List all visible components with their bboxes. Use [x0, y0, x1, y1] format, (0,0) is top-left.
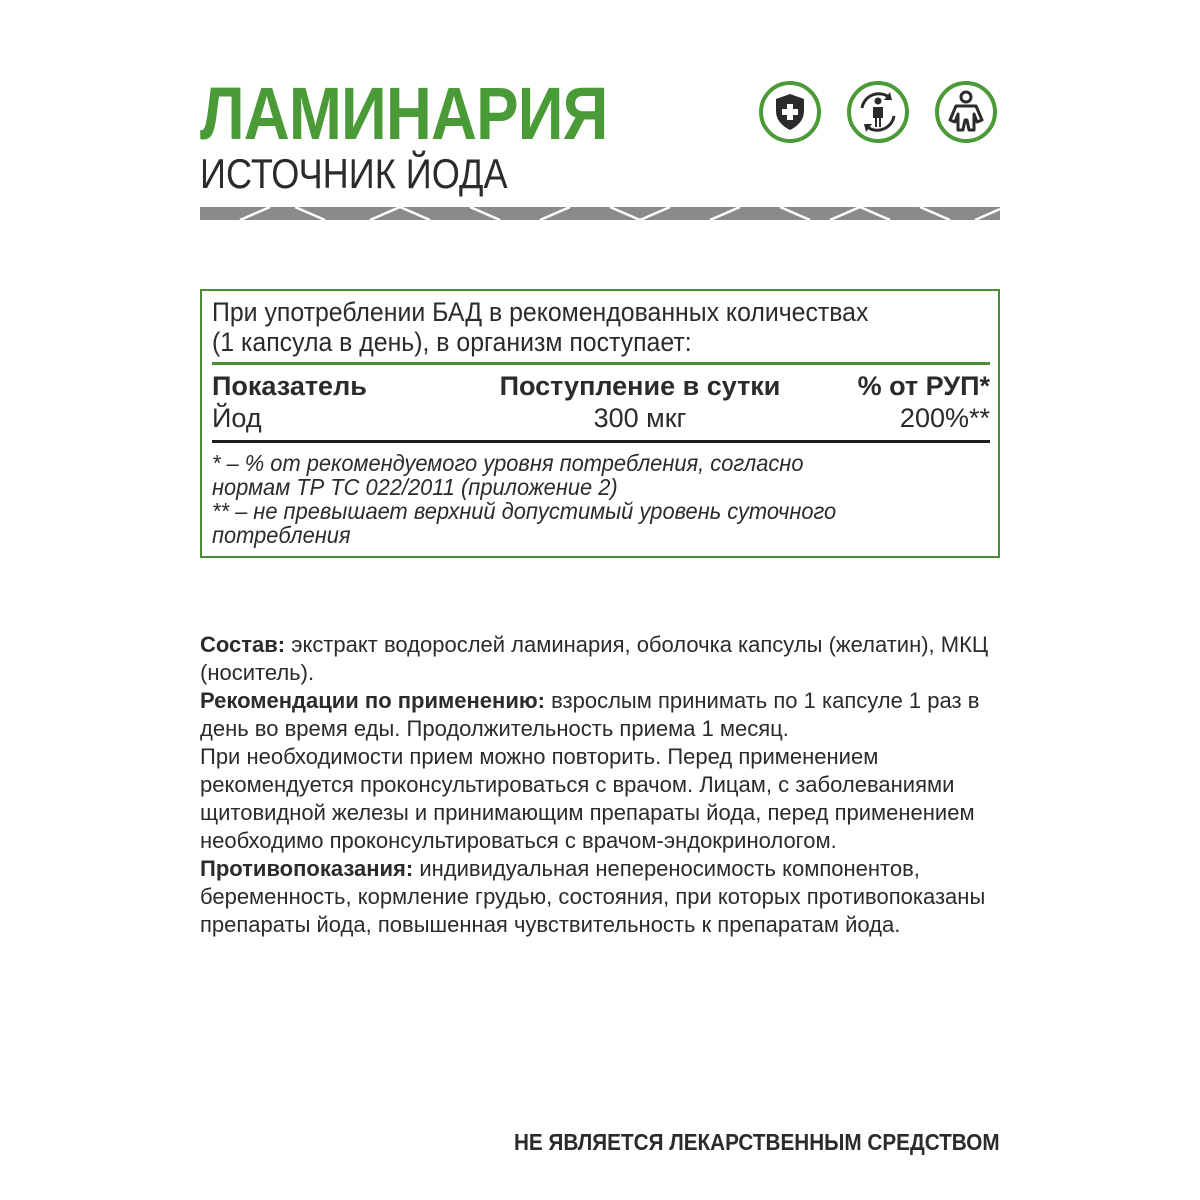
decorative-divider [200, 207, 1000, 220]
composition-label: Состав: [200, 632, 286, 657]
shield-plus-icon [758, 80, 822, 144]
table-top-rule [212, 362, 990, 365]
body-icon [934, 80, 998, 144]
product-description [200, 631, 1005, 939]
composition-paragraph [200, 631, 1005, 687]
contraindications-paragraph [200, 855, 1005, 939]
intro-text [212, 297, 939, 357]
recommendations-paragraph-2: При необходимости прием можно повторить. Перед применением рекомендуется проконсультироваться с врачом. Лицам, с заболеваниями щитовидной железы и принимающим препараты йода, перед применением необходимо проконсультироваться с врачом-эндокринологом. [200, 744, 975, 853]
footnote-line: * – % от рекомендуемого уровня потребления, согласно [212, 450, 804, 476]
disclaimer: НЕ ЯВЛЯЕТСЯ ЛЕКАРСТВЕННЫМ СРЕДСТВОМ [514, 1129, 1000, 1155]
footnote-line: нормам ТР ТС 022/2011 (приложение 2) [212, 474, 618, 500]
row-percent-rup: 200%** [899, 403, 990, 433]
product-subtitle: ИСТОЧНИК ЙОДА [200, 150, 508, 197]
nutrition-info-box [200, 289, 1000, 558]
header-percent-rup: % от РУП* [857, 371, 990, 401]
contraindications-label: Противопоказания: [200, 856, 414, 881]
header-indicator: Показатель [212, 371, 367, 401]
product-title: ЛАМИНАРИЯ [200, 72, 608, 155]
footnote-line: ** – не превышает верхний допустимый уровень суточного [212, 498, 837, 524]
table-bottom-rule [212, 440, 990, 443]
row-daily-intake: 300 мкг [593, 403, 687, 433]
contraindications-text: индивидуальная непереносимость компонентов, беременность, кормление грудью, состояния, при которых противопоказаны препараты йода, повышенная чувствительность к препаратам йода. [200, 856, 986, 937]
header-daily-intake: Поступление в сутки [499, 371, 781, 401]
footnotes [212, 451, 963, 547]
intro-line: При употреблении БАД в рекомендованных количествах [212, 297, 869, 327]
feature-icons [758, 80, 1002, 144]
recommendations-text: взрослым принимать по 1 капсуле 1 раз в день во время еды. Продолжительность приема 1 месяц. [200, 688, 980, 741]
recommendations-label: Рекомендации по применению: [200, 688, 545, 713]
composition-text: экстракт водорослей ламинария, оболочка капсулы (желатин), МКЦ (носитель). [200, 632, 989, 685]
footnote-line: потребления [212, 522, 351, 548]
intro-line: (1 капсула в день), в организм поступает: [212, 327, 692, 357]
person-cycle-icon [846, 80, 910, 144]
recommendations-paragraph [200, 687, 1005, 743]
row-indicator: Йод [212, 403, 262, 433]
